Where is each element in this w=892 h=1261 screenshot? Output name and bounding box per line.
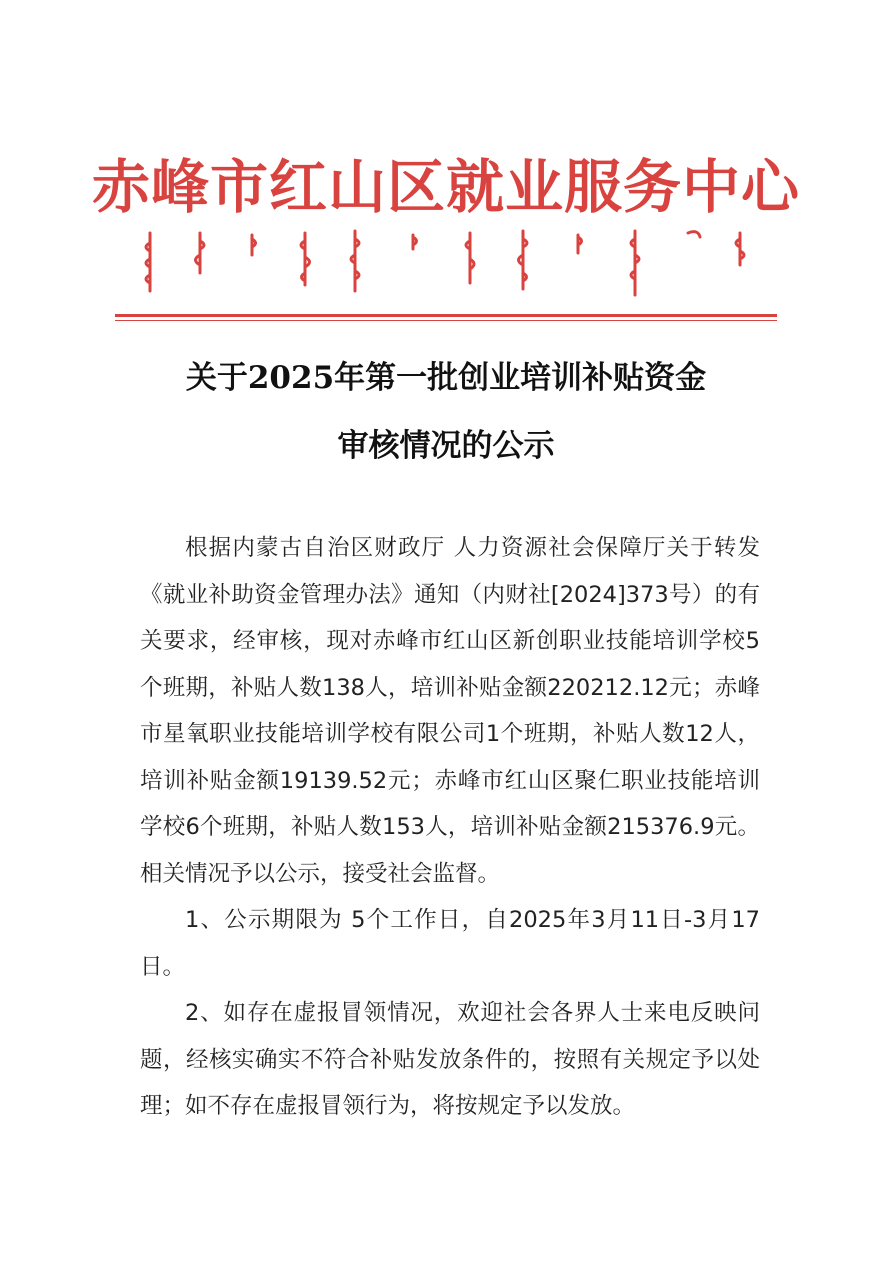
mongolian-script-org-name bbox=[130, 225, 760, 300]
document-body bbox=[140, 525, 760, 1130]
body-paragraph-3: 2、如存在虚报冒领情况，欢迎社会各界人士来电反映问题，经核实确实不符合补贴发放条件的，按照有关规定予以处理；如不存在虚报冒领行为，将按规定予以发放。 bbox=[140, 1000, 760, 1119]
body-paragraph-1: 根据内蒙古自治区财政厅 人力资源社会保障厅关于转发《就业补助资金管理办法》通知（内财社[2024]373号）的有关要求，经审核，现对赤峰市红山区新创职业技能培训学校5个班期，补贴人数138人，培训补贴金额220212.12元；赤峰市星氧职业技能培训学校有限公司1个班期，补贴人数12人，培训补贴金额19139.52元；赤峰市红山区聚仁职业技能培训学校6个班期，补贴人数153人，培训补贴金额215376.9元。相关情况予以公示，接受社会监督。 bbox=[140, 535, 760, 887]
document-title-line-1: 关于2025年第一批创业培训补贴资金 bbox=[185, 360, 707, 396]
issuing-organization-name: 赤峰市红山区就业服务中心 bbox=[91, 153, 800, 221]
document-title-line-2: 审核情况的公示 bbox=[337, 428, 555, 464]
body-paragraph-2: 1、公示期限为 5个工作日，自2025年3月11日-3月17日。 bbox=[140, 907, 760, 980]
header-divider-thin bbox=[115, 320, 777, 321]
header-divider-thick bbox=[115, 314, 777, 317]
